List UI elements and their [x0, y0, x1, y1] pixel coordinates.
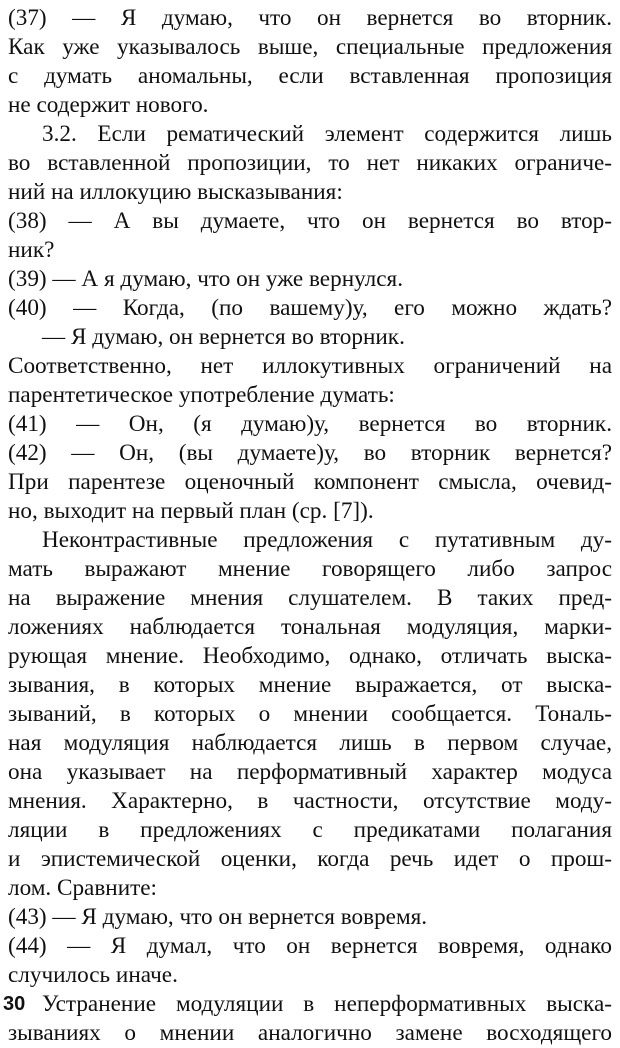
text-line: Неконтрастивные предложения с путативным ду-: [42, 527, 612, 553]
text-line: При парентезе оценочный компонент смысла, очевид-: [8, 469, 612, 495]
text-line: зывания, в которых мнение выражается, от выска-: [8, 672, 612, 698]
text-line: ная модуляция наблюдается лишь в первом случае,: [8, 730, 612, 756]
text-line: ляции в предложениях с предикатами полагания: [8, 817, 612, 843]
text-line: 3.2. Если рематический элемент содержится лишь: [42, 121, 612, 147]
text-line: лом. Сравните:: [8, 875, 157, 901]
text-line: случилось иначе.: [8, 962, 178, 988]
text-line: не содержит нового.: [8, 92, 209, 118]
text-line: (41) — Он, (я думаю)у, вернется во вторник.: [8, 411, 612, 437]
text-line: на выражение мнения слушателем. В таких пред-: [8, 585, 612, 611]
text-line: и эпистемической оценки, когда речь идет о прош-: [8, 846, 612, 872]
text-line: (37) — Я думаю, что он вернется во вторник.: [8, 5, 612, 31]
page-number: 30: [3, 993, 26, 1015]
text-line: парентетическое употребление думать:: [8, 382, 395, 408]
text-line: с думать аномальны, если вставленная пропозиция: [8, 63, 612, 89]
text-line: (38) — А вы думаете, что он вернется во втор-: [8, 208, 612, 234]
text-line: (42) — Он, (вы думаете)у, во вторник вернется?: [8, 440, 612, 466]
text-line: (44) — Я думал, что он вернется вовремя, однако: [8, 933, 612, 959]
text-line: во вставленной пропозиции, то нет никаких ограниче-: [8, 150, 612, 176]
text-line: зываниях о мнении аналогично замене восходящего: [8, 1020, 612, 1046]
text-line: мать выражают мнение говорящего либо запрос: [8, 556, 612, 582]
text-line: ник?: [8, 237, 55, 263]
text-line: Устранение модуляции в неперформативных выска-: [42, 991, 612, 1017]
text-line: но, выходит на первый план (ср. [7]).: [8, 498, 374, 524]
text-line: (43) — Я думаю, что он вернется вовремя.: [8, 904, 428, 930]
text-line: мнения. Характерно, в частности, отсутствие моду-: [8, 788, 612, 814]
text-line: (39) — А я думаю, что он уже вернулся.: [8, 266, 404, 292]
text-line: рующая мнение. Необходимо, однако, отличать выска-: [8, 643, 612, 669]
text-line: ний на иллокуцию высказывания:: [8, 179, 343, 205]
text-line: ложениях наблюдается тональная модуляция, марки-: [8, 614, 612, 640]
text-line: — Я думаю, он вернется во вторник.: [42, 324, 405, 350]
text-line: Как уже указывалось выше, специальные предложения: [8, 34, 612, 60]
text-line: (40) — Когда, (по вашему)у, его можно ждать?: [8, 295, 612, 321]
text-line: Соответственно, нет иллокутивных ограничений на: [8, 353, 612, 379]
text-line: зываний, в которых о мнении сообщается. Тональ-: [8, 701, 612, 727]
body-text: [8, 4, 612, 1048]
text-line: она указывает на перформативный характер модуса: [8, 759, 612, 785]
